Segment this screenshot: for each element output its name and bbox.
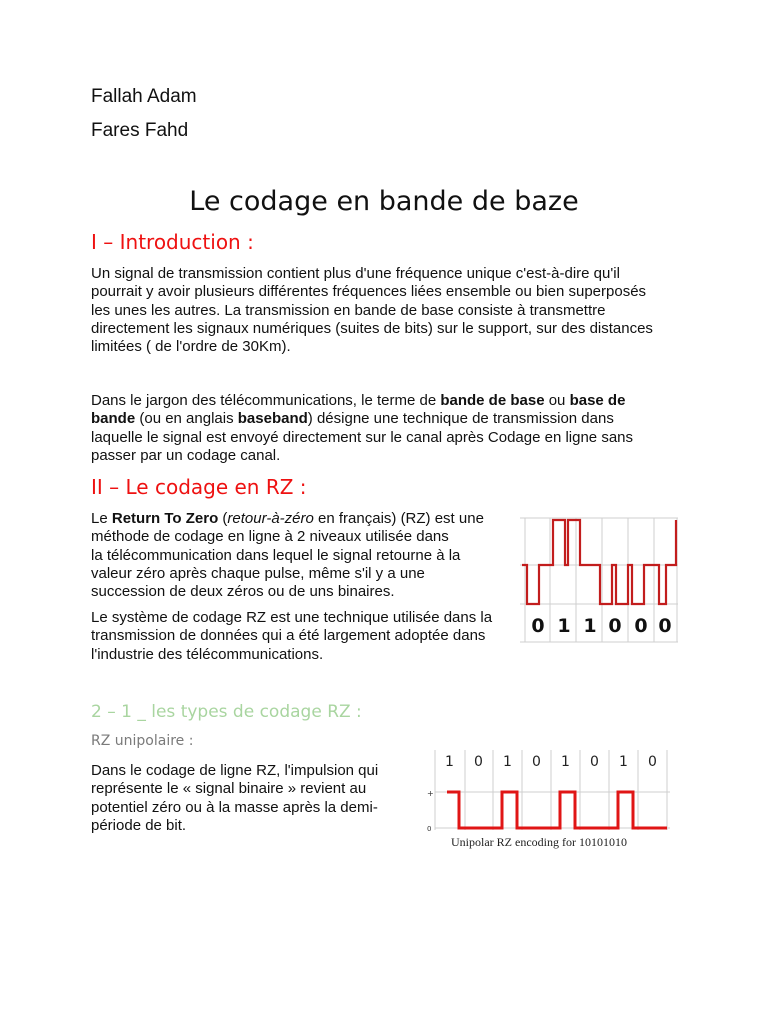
bit-label: 1 [445,754,454,770]
author-2: Fares Fahd [91,120,189,141]
text-line: Un signal de transmission contient plus d'une fréquence unique c'est-à-dire qu'il [91,265,620,282]
text-line: passer par un codage canal. [91,446,281,464]
text-line: transmission de données qui a été largement adoptée dans [91,627,486,645]
section-1-paragraph-1 [91,265,691,356]
bit-label: 1 [619,754,628,770]
text-line: bande (ou en anglais baseband) désigne une technique de transmission dans [91,410,614,428]
text-line: laquelle le signal est envoyé directement sur le canal après Codage en ligne sans [91,428,633,446]
figure-grid [435,750,670,830]
author-1: Fallah Adam [91,86,197,107]
zero-level-label: 0 [427,825,432,833]
section-2-paragraph-1 [91,510,511,601]
section-2-1-subheading: RZ unipolaire : [91,733,194,749]
bit-label: 0 [648,754,657,770]
rz-signal-figure [520,512,680,647]
text-line: valeur zéro après chaque pulse, même s'il y a une [91,564,425,582]
bit-label: 1 [583,615,597,637]
text-line: limitées ( de l'ordre de 30Km). [91,338,291,356]
bit-label: 1 [561,754,570,770]
text-line: méthode de codage en ligne à 2 niveaux utilisée dans [91,528,449,546]
text-line: potentiel zéro ou à la masse après la demi- [91,798,378,816]
text-line: Dans le jargon des télécommunications, le terme de bande de base ou base de [91,392,626,409]
bit-label: 1 [557,615,571,637]
unipolar-rz-figure [395,748,677,852]
plus-level-label: + [427,789,434,798]
bit-label: 0 [531,615,545,637]
figure-caption: Unipolar RZ encoding for 10101010 [451,835,627,849]
text-line: succession de deux zéros ou de uns binaires. [91,583,395,601]
page-title: Le codage en bande de baze [189,186,579,217]
bit-label: 0 [608,615,622,637]
section-2-1-paragraph [91,762,411,835]
section-1-heading: I – Introduction : [91,230,254,254]
text-line: Le Return To Zero (retour-à-zéro en français) (RZ) est une [91,510,484,527]
section-2-heading: II – Le codage en RZ : [91,475,307,499]
unipolar-signal-line [447,792,667,828]
text-line: Le système de codage RZ est une technique utilisée dans la [91,609,493,626]
bit-label: 0 [590,754,599,770]
bit-label: 0 [634,615,648,637]
text-line: représente le « signal binaire » revient au [91,780,367,798]
text-line: les unes les autres. La transmission en bande de base consiste à transmettre [91,301,606,319]
section-2-paragraph-2 [91,609,511,664]
section-1-paragraph-2 [91,392,691,465]
rz-signal-line [522,520,676,604]
text-line: la télécommunication dans lequel le signal retourne à la [91,546,461,564]
text-line: directement les signaux numériques (suites de bits) sur le support, sur des distances [91,319,653,337]
bit-label: 0 [474,754,483,770]
bit-label: 0 [532,754,541,770]
text-line: l'industrie des télécommunications. [91,645,324,663]
text-line: Dans le codage de ligne RZ, l'impulsion qui [91,762,379,779]
bit-label: 0 [658,615,672,637]
text-line: période de bit. [91,816,187,834]
section-2-1-heading: 2 – 1 _ les types de codage RZ : [91,702,362,722]
bit-label: 1 [503,754,512,770]
text-line: pourrait y avoir plusieurs différentes fréquences liées ensemble ou bien superposés [91,283,647,301]
